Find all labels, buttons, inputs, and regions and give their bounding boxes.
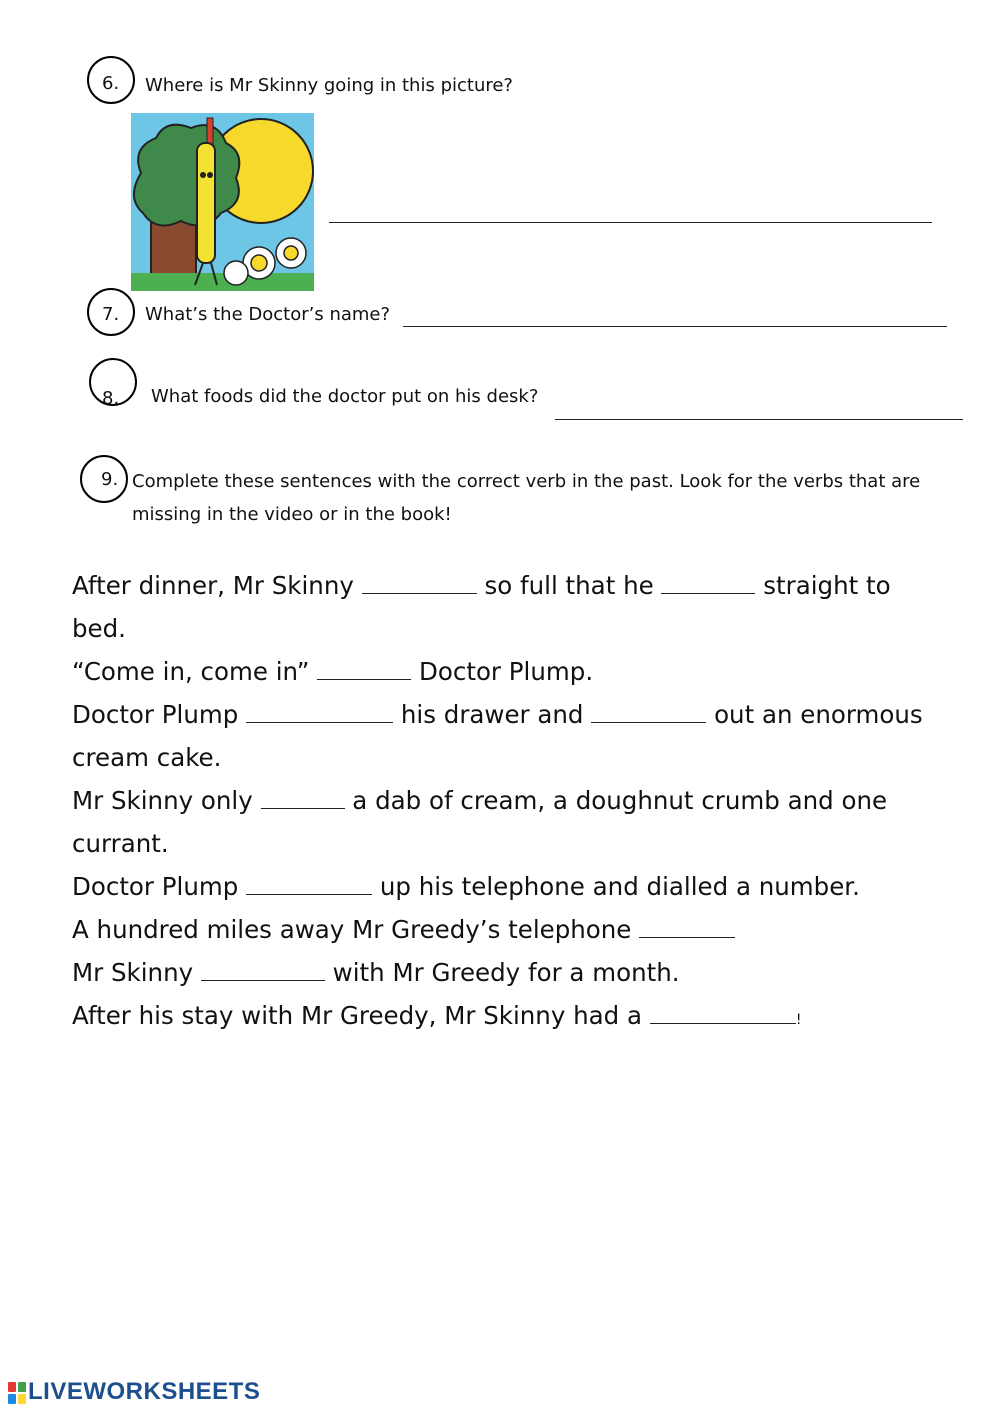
question-text: What’s the Doctor’s name? [145, 304, 391, 325]
sentence: Doctor Plump up his telephone and dialled a number. [72, 872, 860, 901]
blank-field[interactable] [246, 698, 393, 723]
question-text: Complete these sentences with the correct verb in the past. Look for the verbs that are missing in the video or in the book! [132, 471, 921, 525]
blank-field[interactable] [362, 569, 477, 594]
answer-line[interactable] [329, 222, 932, 223]
liveworksheets-logo-icon [8, 1382, 28, 1404]
blank-field[interactable] [201, 956, 325, 981]
question-number-circle [80, 455, 128, 503]
question-number-circle [87, 56, 135, 104]
question-number: 6. [102, 73, 120, 94]
question-number: 7. [102, 304, 120, 325]
blank-field[interactable] [261, 784, 345, 809]
sentence: After his stay with Mr Greedy, Mr Skinny had a ! [72, 1001, 802, 1030]
question-number-circle [87, 288, 135, 336]
question-number: 8. [102, 388, 120, 409]
question-number-circle [89, 358, 137, 409]
sentence: A hundred miles away Mr Greedy’s telephone [72, 908, 952, 951]
answer-line[interactable] [555, 419, 963, 420]
sentence: Mr Skinny only a dab of cream, a doughnut crumb and one currant. [72, 786, 895, 858]
blank-field[interactable] [246, 870, 372, 895]
fill-in-sentences [72, 564, 952, 1042]
blank-field[interactable] [650, 999, 796, 1024]
question-number: 9. [101, 469, 119, 490]
blank-field[interactable] [661, 569, 755, 594]
sentence: Doctor Plump his drawer and out an enormous cream cake. [72, 700, 931, 772]
question-text: Where is Mr Skinny going in this picture? [145, 75, 513, 96]
blank-field[interactable] [639, 913, 735, 938]
blank-field[interactable] [317, 655, 411, 680]
sentence: After dinner, Mr Skinny so full that he straight to bed. [72, 571, 899, 643]
sentence: “Come in, come in” Doctor Plump. [72, 657, 594, 686]
answer-line[interactable] [403, 326, 947, 327]
footer-brand: LIVEWORKSHEETS [28, 1378, 261, 1405]
question-text: What foods did the doctor put on his desk? [151, 386, 539, 407]
sentence: Mr Skinny with Mr Greedy for a month. [72, 958, 680, 987]
blank-field[interactable] [591, 698, 706, 723]
mr-skinny-illustration [131, 113, 314, 291]
